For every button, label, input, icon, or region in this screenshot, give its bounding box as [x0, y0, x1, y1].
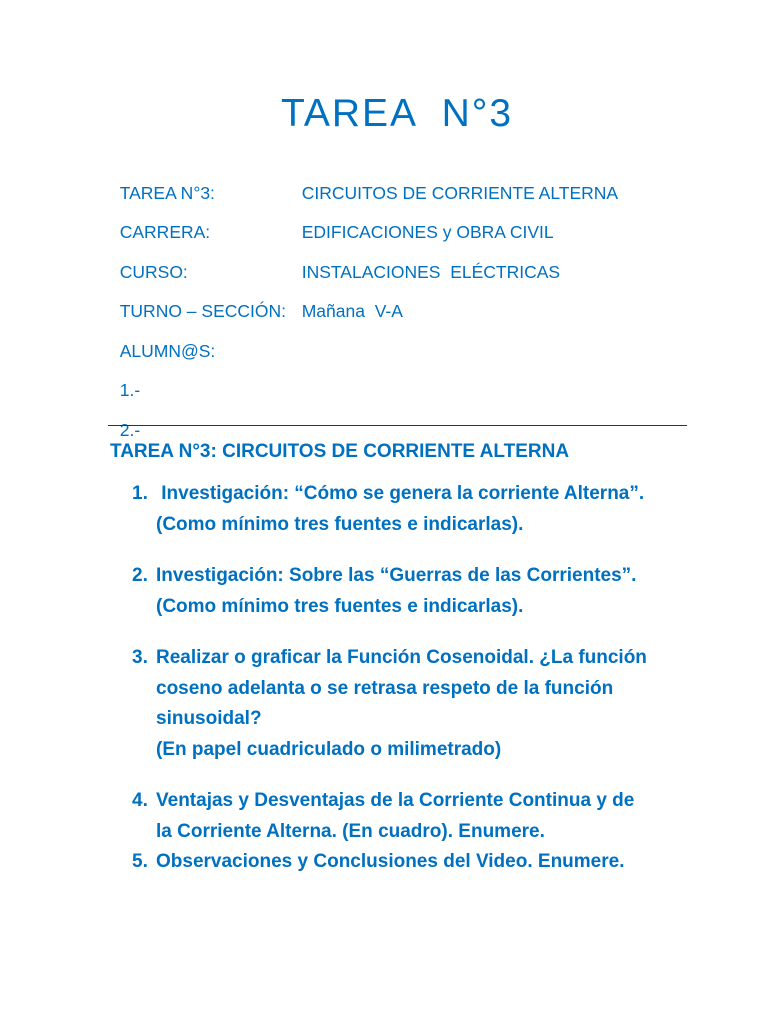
task-line: (Como mínimo tres fuentes e indicarlas).	[156, 513, 524, 535]
info-label: TAREA N°3:	[119, 183, 215, 203]
horizontal-rule	[108, 425, 687, 426]
info-row-student-1	[110, 357, 302, 400]
info-label: CURSO:	[119, 262, 188, 282]
task-line: Investigación: Sobre las “Guerras de las Corrientes”.	[156, 565, 637, 586]
task-text	[156, 847, 716, 878]
info-label: 2.-	[119, 420, 141, 440]
task-number: 2.	[132, 565, 148, 586]
task-text	[156, 786, 716, 847]
task-number: 5.	[132, 851, 148, 872]
task-line: coseno adelanta o se retrasa respeto de la función	[156, 677, 614, 699]
page-title: TAREA N°3	[280, 92, 514, 135]
info-label: TURNO – SECCIÓN:	[119, 301, 287, 321]
info-value: INSTALACIONES ELÉCTRICAS	[301, 262, 561, 282]
task-text	[156, 561, 716, 622]
info-row-carrera	[110, 199, 554, 242]
info-label: ALUMN@S:	[119, 341, 216, 361]
task-text	[156, 643, 716, 765]
info-row-turno	[110, 278, 403, 321]
info-row-student-2	[110, 397, 302, 440]
task-number: 4.	[132, 790, 148, 811]
task-number: 1.	[132, 483, 148, 504]
task-line: sinusoidal?	[156, 708, 262, 729]
task-line: Investigación: “Cómo se genera la corriente Alterna”.	[156, 483, 645, 504]
task-line: Ventajas y Desventajas de la Corriente Continua y de	[156, 790, 635, 811]
info-value: EDIFICACIONES y OBRA CIVIL	[301, 222, 554, 242]
task-text	[156, 479, 716, 540]
info-label: 1.-	[119, 380, 141, 400]
info-row-curso	[110, 239, 561, 282]
task-number: 3.	[132, 647, 148, 668]
task-line: (En papel cuadriculado o milimetrado)	[156, 738, 502, 760]
task-line: la Corriente Alterna. (En cuadro). Enumere.	[156, 820, 545, 842]
info-row-tarea	[110, 160, 619, 203]
info-row-alumnos	[110, 318, 302, 361]
task-line: (Como mínimo tres fuentes e indicarlas).	[156, 595, 524, 617]
info-value: CIRCUITOS DE CORRIENTE ALTERNA	[301, 183, 619, 203]
task-line: Observaciones y Conclusiones del Video. Enumere.	[156, 851, 625, 872]
section-heading: TAREA N°3: CIRCUITOS DE CORRIENTE ALTERNA	[110, 441, 570, 462]
info-value: Mañana V-A	[301, 301, 403, 321]
task-line: Realizar o graficar la Función Cosenoidal. ¿La función	[156, 647, 647, 668]
info-label: CARRERA:	[119, 222, 211, 242]
